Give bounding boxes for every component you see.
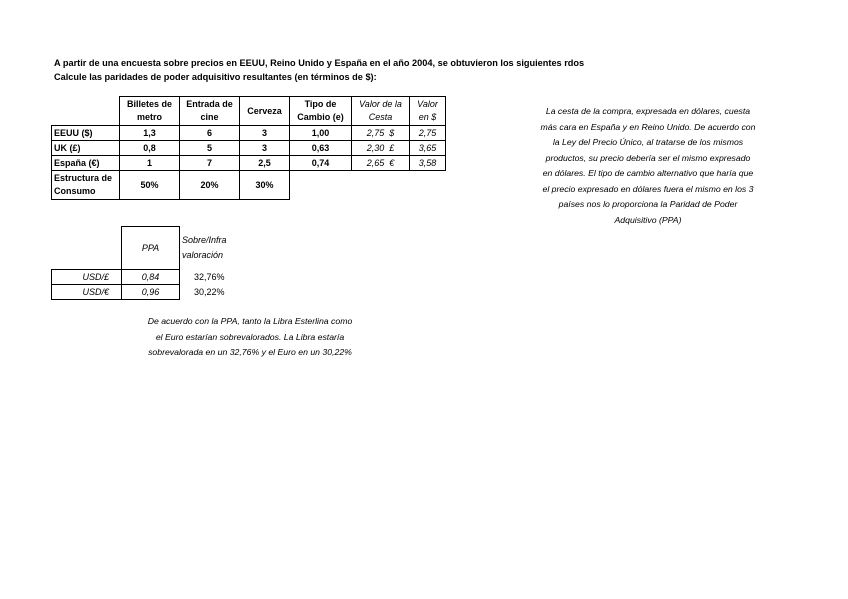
intro-line-2: Calcule las paridades de poder adquisitivo resultantes (en términos de $):	[54, 72, 377, 82]
cell-billetes: 1	[120, 156, 180, 171]
cell-billetes: 0,8	[120, 141, 180, 156]
bottom-conclusion-note: De acuerdo con la PPA, tanto la Libra Esterlina como el Euro estarían sobrevalorados. La Libra estaría sobrevalorada en un 32,76% y el Euro en un 30,22%	[147, 316, 353, 357]
estructura-billetes: 50%	[120, 171, 180, 200]
cell-cerveza: 3	[240, 141, 290, 156]
row-label: UK (£)	[52, 141, 120, 156]
ppa-value: 0,84	[122, 270, 180, 285]
table-row	[52, 126, 446, 141]
row-label: EEUU ($)	[52, 126, 120, 141]
cell-cerveza: 2,5	[240, 156, 290, 171]
estructura-label: Estructura de Consumo	[52, 171, 120, 200]
estructura-entrada: 20%	[180, 171, 240, 200]
estructura-row	[52, 171, 446, 200]
intro-text	[54, 56, 584, 84]
row-label: España (€)	[52, 156, 120, 171]
header-entrada: Entrada de cine	[180, 97, 240, 126]
cell-entrada: 6	[180, 126, 240, 141]
right-explanation-note: La cesta de la compra, expresada en dólares, cuesta más cara en España y en Reino Unido. De acuerdo con la Ley del Precio Único, al tratarse de los mismos productos, su precio debería ser el mismo expresado en dólares. El tipo de cambio alternativo que haría que el precio expresado en dólares fuera el mismo en los 3 países nos lo proporciona la Paridad de Poder Adquisitivo (PPA)	[540, 106, 756, 225]
cell-entrada: 7	[180, 156, 240, 171]
cell-tipo: 0,74	[290, 156, 352, 171]
header-billetes: Billetes de metro	[120, 97, 180, 126]
ppa-row-label: USD/€	[52, 285, 122, 300]
header-ppa: PPA	[122, 227, 180, 270]
cell-usd: 2,75	[410, 126, 446, 141]
sobre-value: 30,22%	[194, 287, 225, 297]
estructura-cerveza: 30%	[240, 171, 290, 200]
header-sobre-infra: Sobre/Infra valoración	[182, 235, 227, 260]
cell-entrada: 5	[180, 141, 240, 156]
header-cerveza: Cerveza	[240, 97, 290, 126]
cell-tipo: 1,00	[290, 126, 352, 141]
cell-cesta: 2,75 $	[352, 126, 410, 141]
ppa-value: 0,96	[122, 285, 180, 300]
header-valor-cesta: Valor de la Cesta	[352, 97, 410, 126]
cell-tipo: 0,63	[290, 141, 352, 156]
price-table	[51, 96, 446, 200]
cell-billetes: 1,3	[120, 126, 180, 141]
cell-cerveza: 3	[240, 126, 290, 141]
ppa-row-label: USD/£	[52, 270, 122, 285]
table-row	[52, 156, 446, 171]
cell-usd: 3,65	[410, 141, 446, 156]
table-row	[52, 270, 240, 285]
cell-usd: 3,58	[410, 156, 446, 171]
sobre-value: 32,76%	[194, 272, 225, 282]
table-row	[52, 141, 446, 156]
table-header-row	[52, 97, 446, 126]
header-valor-usd: Valor en $	[410, 97, 446, 126]
table-row	[52, 285, 240, 300]
ppa-header-row	[52, 227, 240, 270]
header-tipo-cambio: Tipo de Cambio (e)	[290, 97, 352, 126]
corner-cell	[52, 97, 120, 126]
cell-cesta: 2,30 £	[352, 141, 410, 156]
intro-line-1: A partir de una encuesta sobre precios en EEUU, Reino Unido y España en el año 2004, se obtuvieron los siguientes rdos	[54, 58, 585, 68]
ppa-table	[51, 226, 240, 300]
cell-cesta: 2,65 €	[352, 156, 410, 171]
